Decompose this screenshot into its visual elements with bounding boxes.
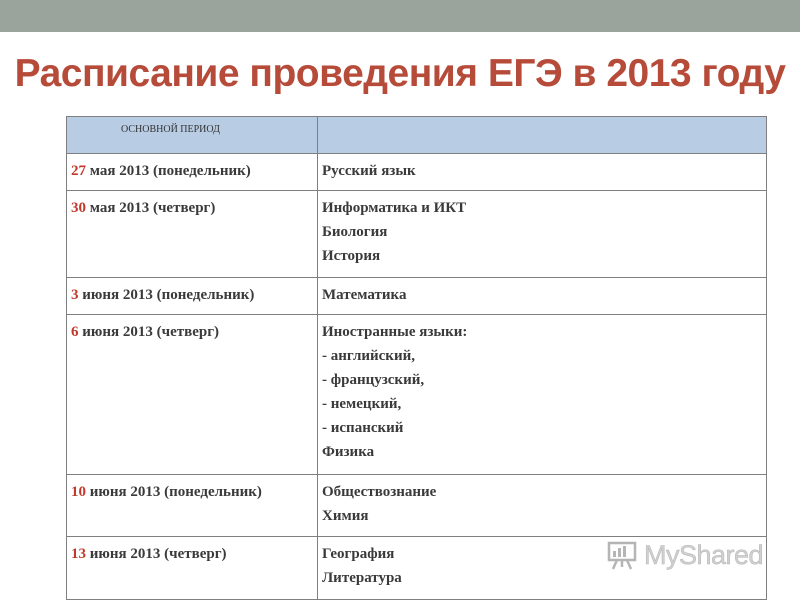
exam-schedule-table (66, 116, 767, 600)
date-cell (67, 475, 318, 537)
subjects-cell (318, 315, 767, 475)
day-number: 13 (71, 546, 86, 562)
date-text: июня 2013 (понедельник) (86, 484, 262, 500)
mysharred-watermark (606, 537, 763, 573)
table-row (67, 191, 767, 278)
subjects-cell (318, 191, 767, 278)
subjects-cell (318, 154, 767, 191)
day-number: 10 (71, 484, 86, 500)
date-cell (67, 278, 318, 315)
day-number: 3 (71, 287, 79, 303)
table-row (67, 154, 767, 191)
date-text: июня 2013 (четверг) (86, 546, 227, 562)
subject: Информатика и ИКТ (322, 200, 467, 216)
header-cell-empty (318, 117, 767, 154)
subject: Физика (322, 444, 375, 460)
header-cell-period (67, 117, 318, 154)
day-number: 30 (71, 200, 86, 216)
date-text: июня 2013 (понедельник) (78, 287, 255, 303)
date-text: мая 2013 (понедельник) (86, 163, 251, 179)
presentation-board-icon (606, 539, 638, 571)
period-label: ОСНОВНОЙ ПЕРИОД (121, 124, 220, 135)
table-row (67, 278, 767, 315)
date-cell (67, 154, 318, 191)
subject: - английский, (322, 348, 415, 364)
subject: История (322, 248, 381, 264)
subject: - французский, (322, 372, 425, 388)
subject: - немецкий, (322, 396, 402, 412)
date-cell (67, 191, 318, 278)
table-row (67, 315, 767, 475)
subject: Химия (322, 508, 369, 524)
subject: География (322, 546, 395, 562)
subject: Русский язык (322, 163, 416, 179)
table-row (67, 475, 767, 537)
subject: - испанский (322, 420, 404, 436)
subjects-cell (318, 278, 767, 315)
day-number: 6 (71, 324, 79, 340)
subject: Биология (322, 224, 388, 240)
subject: Литература (322, 570, 402, 586)
subjects-cell (318, 475, 767, 537)
date-text: июня 2013 (четверг) (78, 324, 220, 340)
slide-title: Расписание проведения ЕГЭ в 2013 году (14, 52, 786, 95)
subject: Обществознание (322, 484, 437, 500)
date-cell (67, 315, 318, 475)
subject: Математика (322, 287, 407, 303)
date-text: мая 2013 (четверг) (86, 200, 216, 216)
date-cell (67, 537, 318, 600)
top-decorative-band (0, 0, 800, 32)
day-number: 27 (71, 163, 86, 179)
subject: Иностранные языки: (322, 324, 468, 340)
table-header-row (67, 117, 767, 154)
watermark-text: MyShared (644, 539, 764, 570)
